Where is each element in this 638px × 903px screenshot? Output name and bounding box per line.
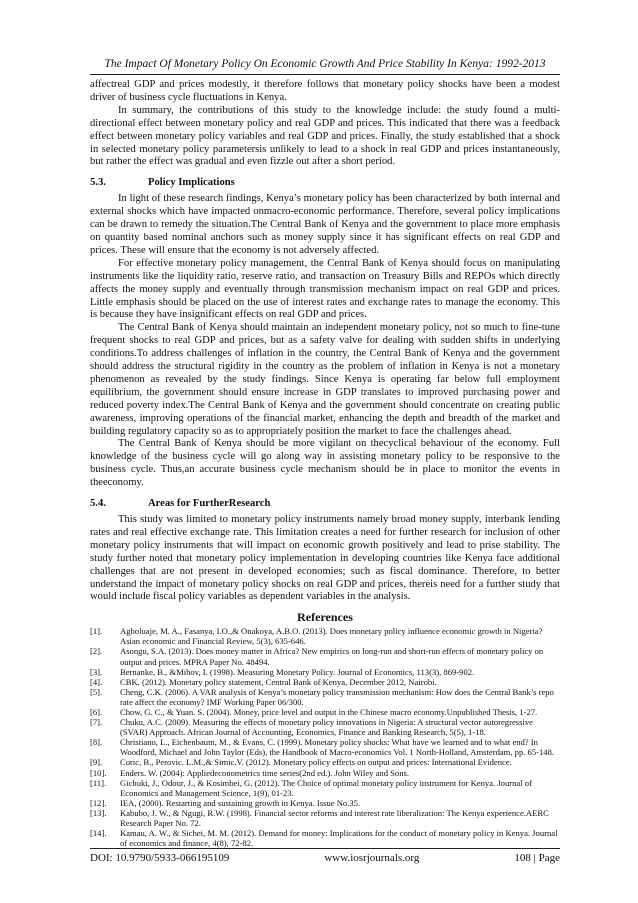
reference-number: [9]. [90, 757, 103, 768]
reference-item [90, 677, 560, 687]
paragraph-policy-4: The Central Bank of Kenya should be more vigilant on thecyclical behaviour of the economy. Full knowledge of the business cycle will go along way in assisting monetary policy to be responsive to the business cycle. Thus,an accurate business cycle mechanism should be in place to monitor the events in theeconomy. [90, 438, 560, 489]
reference-text: Enders. W. (2004): Appliedeconometrics time series(2nd ed.). John Wiley and Sons. [120, 767, 410, 778]
reference-item [90, 687, 560, 707]
paragraph-policy-1: In light of these research findings, Kenya’s monetary policy has been characterized by both internal and external shocks which have impacted onmacro-economic performance. Therefore, several policy implications can be drawn to remedy the situation.The Central Bank of Kenya and the government to place more emphasis on quantity based nominal anchors such as money supply since it has significant effects on real GDP and prices. These will ensure that the economy is not adversely affected. [90, 193, 560, 256]
section-heading-further-research [90, 498, 560, 511]
section-title: Policy Implications [148, 177, 235, 189]
reference-text: Coric, B., Perovic. L.M.,& Simic.V. (2012). Monetary policy effects on output and prices: International Evidence. [120, 757, 512, 768]
reference-item [90, 717, 560, 737]
reference-text: Gichuki, J., Odour, J., & Kosimbei, G. (2012). The Choice of optimal monetary policy instrument for Kenya. Journal of Economics and Management Science, 1(9), 01-23. [120, 777, 532, 798]
reference-item [90, 808, 560, 828]
section-title: Areas for FurtherResearch [148, 498, 271, 510]
paragraph-summary: In summary, the contributions of this study to the knowledge include: the study found a multi-directional effect between monetary policy and real GDP and prices. This indicated that there was a feedback effect between monetary policy variables and real GDP and prices. Finally, the study established that a shock in selected monetary policy parametersis unlikely to lead to a shock in real GDP and prices instantaneously, but rather the effect was gradual and even fizzle out after a short period. [90, 104, 560, 168]
reference-text: Christiano, L., Eichenbaum, M., & Evans, C. (1999). Monetary policy shocks: What have we learned and to what end? In Woodford, Michael and John Taylor (Eds), the Handbook of Macro-economics Vol. 1 North-Holland, Amsterdam, pp. 65-148. [120, 737, 555, 758]
reference-item [90, 646, 560, 666]
reference-item [90, 828, 560, 848]
reference-number: [6]. [90, 707, 103, 717]
footer-page-number: 108 | Page [514, 852, 560, 864]
reference-number: [7]. [90, 717, 103, 728]
reference-item [90, 626, 560, 646]
reference-text: CBK. (2012). Monetary policy statement, Central Bank of Kenya, December 2012, Nairobi. [120, 676, 437, 687]
reference-number: [11]. [90, 777, 107, 788]
reference-number: [8]. [90, 737, 103, 748]
section-heading-policy-implications [90, 177, 560, 190]
reference-text: Chow, G. C., & Yuan. S. (2004). Money, price level and output in the Chinese macro economy.Unpublished Thesis, 1-27. [120, 707, 538, 717]
reference-text: Chuku, A.C. (2009). Measuring the effects of monetary policy innovations in Nigeria: A structural vector autoregressive (SVAR) Approach. African Journal of Accounting, Economics, Finance and Banking Research, 5(5), 1-18. [120, 717, 533, 738]
reference-item [90, 757, 560, 767]
reference-item [90, 667, 560, 677]
reference-text: Kabubo, J. W., & Ngugi, R.W. (1998). Financial sector reforms and interest rate liberalization: The Kenya experience.AERC Research Paper No. 72. [120, 807, 549, 829]
header-divider [90, 74, 560, 75]
footer-doi: DOI: 10.9790/5933-066195109 [90, 852, 230, 864]
reference-number: [14]. [90, 828, 107, 839]
reference-number: [2]. [90, 646, 103, 657]
body-text [90, 79, 560, 848]
reference-item [90, 707, 560, 717]
footer-website[interactable]: www.iosrjournals.org [324, 852, 420, 864]
running-header: The Impact Of Monetary Policy On Economic Growth And Price Stability In Kenya: 1992-2013 [104, 58, 546, 70]
reference-text: Kamau, A. W., & Sichei, M. M. (2012). Demand for money: Implications for the conduct of monetary policy in Kenya. Journal of economics and finance, 4(8), 72-82. [120, 828, 558, 849]
paragraph-further-research: This study was limited to monetary policy instruments namely broad money supply, interbank lending rates and real effective exchange rate. This limitation creates a need for further research for inclusion of other monetary policy instruments that will impact on economic growth positively and lead to prise stability. The study further noted that monetary policy implementation in developing countries like Kenya face additional challenges that are not present in developed economies; such as fiscal dominance. Therefore, to better understand the impact of monetary policy shocks on real GDP and prices, thereis need for a further study that would include fiscal policy variables as dependent variables in the analysis. [90, 514, 560, 603]
reference-text: Agboluaje, M. A., Fasanya, I.O.,& Onakoya, A.B.O. (2013). Does monetary policy influence economic growth in Nigeria?Asian economic and Financial Review, 5(3), 635-646. [120, 626, 543, 647]
paragraph-policy-3: The Central Bank of Kenya should maintain an independent monetary policy, not so much to fine-tune frequent shocks to real GDP and prices, but as a safety valve for dealing with sudden shifts in underlying conditions.To address challenges of inflation in the country, the Central Bank of Kenya and the government should address the structural rigidity in the country as the problem of inflation in Kenya is not a monetary phenomenon as revealed by the study findings. Since Kenya is operating far below full employment equilibrium, the government should ensure increase in GDP translates to improved purchasing power and reduced poverty index.The Central Bank of Kenya and the government should concentrate on creating public awareness, improving operations of the financial market, enhancing the depth and breadth of the market and building regulatory capacity so as to appropriately position the market to face the challenges ahead. [90, 322, 560, 437]
reference-number: [4]. [90, 676, 103, 687]
references-list [90, 626, 560, 848]
footer-divider [90, 848, 560, 849]
reference-item [90, 778, 560, 798]
reference-number: [3]. [90, 666, 103, 677]
reference-text: Asongu, S.A. (2013). Does money matter in Africa? New empirics on long-run and short-run effects of monetary policy on output and prices. MPRA Paper No. 48494. [120, 646, 544, 667]
reference-text: Cheng, C.K. (2006). A VAR analysis of Kenya’s monetary policy transmission mechanism: How does the Central Bank’s repo rate affect the economy? IMF Working Paper 06/300. [120, 686, 554, 707]
reference-text: IEA, (2000). Restarting and sustaining growth in Kenya. Issue No.35. [120, 797, 361, 808]
section-number: 5.4. [90, 498, 106, 510]
reference-number: [5]. [90, 686, 103, 697]
paragraph-conclusion-continued: affectreal GDP and prices modestly, it therefore follows that monetary policy shocks have been a modest driver of business cycle fluctuations in Kenya. [90, 79, 560, 103]
reference-text: Bernanke, B., &Mihov, I. (1998). Measuring Monetary Policy. Journal of Economics, 113(3), 869-902. [120, 666, 475, 677]
section-number: 5.3. [90, 177, 106, 189]
references-heading: References [297, 610, 353, 625]
page-footer [90, 852, 560, 864]
reference-item [90, 768, 560, 778]
reference-number: [12]. [90, 797, 107, 808]
reference-item [90, 798, 560, 808]
reference-number: [1]. [90, 626, 103, 637]
reference-number: [10]. [90, 767, 107, 778]
reference-item [90, 737, 560, 757]
reference-number: [13]. [90, 807, 107, 818]
paragraph-policy-2: For effective monetary policy management, the Central Bank of Kenya should focus on manipulating instruments like the liquidity ratio, reserve ratio, and transaction on Treasury Bills and REPOs which directly affects the money supply and eventually through transmission mechanism impact on real GDP and prices. Little emphasis should be placed on the use of interest rates and exchange rates to manage the economy. This is because they have insignificant effects on real GDP and prices. [90, 257, 560, 321]
